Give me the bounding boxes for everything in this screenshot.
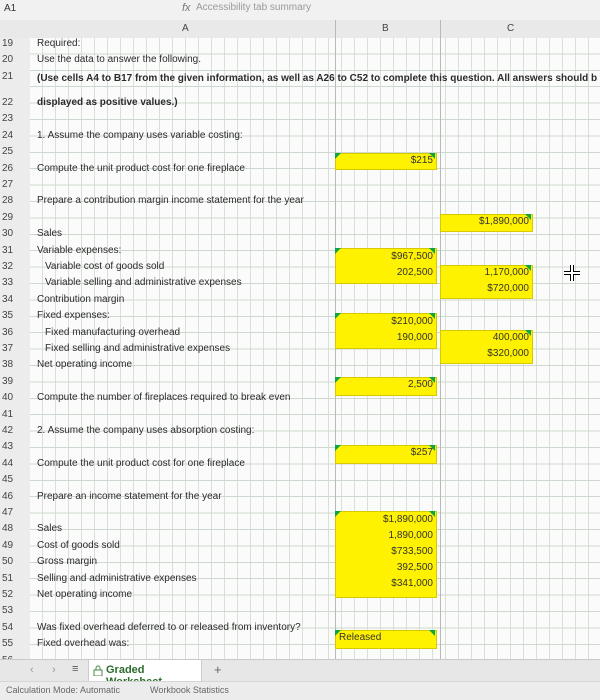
sales-total-value: $1,890,000 [478,216,529,227]
flag-icon [429,445,435,451]
workbook-statistics[interactable]: Workbook Statistics [150,685,229,695]
sales-label[interactable]: Sales [37,228,63,240]
row-number[interactable]: 28 [2,195,14,207]
row-number[interactable]: 45 [2,474,14,486]
row-number[interactable]: 33 [2,277,14,289]
sheet-list-icon[interactable]: ≡ [72,663,79,675]
row-number[interactable]: 21 [2,70,14,82]
unit-cost-absorption-value: $257 [410,447,433,458]
row-number[interactable]: 53 [2,605,14,617]
prepare-income-statement-label[interactable]: Prepare an income statement for the year [37,490,222,502]
variable-cogs-label[interactable]: Variable cost of goods sold [45,261,165,272]
row-number[interactable]: 23 [2,113,14,125]
lock-icon [93,665,103,676]
instructions-detail-2[interactable]: displayed as positive values.) [37,97,178,108]
flag-icon [335,511,341,517]
break-even-label[interactable]: Compute the number of fireplaces required to break even [37,392,291,404]
row-number[interactable]: 40 [2,392,14,404]
row-number[interactable]: 48 [2,523,14,535]
row-number[interactable]: 22 [2,97,14,108]
unit-cost-variable-input[interactable] [335,153,437,170]
sales-label-2[interactable]: Sales [37,523,63,535]
instructions-text[interactable]: Use the data to answer the following. [37,54,201,66]
net-operating-income-label[interactable]: Net operating income [37,359,133,371]
column-header-c[interactable]: C [507,23,515,34]
total-fixed-value: 400,000 [492,332,529,343]
contribution-margin-value: $720,000 [487,283,529,294]
flag-icon [525,265,531,271]
move-cursor-icon [562,263,582,283]
variable-cogs-value: $967,500 [391,251,433,262]
abs-sa-value: 392,500 [396,562,433,573]
deferred-question-label[interactable]: Was fixed overhead deferred to or released from inventory? [37,621,301,633]
row-number[interactable]: 26 [2,162,14,174]
formula-input[interactable]: Accessibility tab summary [196,2,312,13]
flag-icon [335,377,341,383]
variable-expenses-input[interactable] [335,248,437,284]
question-1-heading[interactable]: 1. Assume the company uses variable costing: [37,129,243,141]
fixed-sa-label[interactable]: Fixed selling and administrative expenses [45,343,231,354]
flag-icon [335,248,341,254]
row-number[interactable]: 44 [2,457,14,469]
contribution-margin-label[interactable]: Contribution margin [37,293,125,305]
flag-icon [429,248,435,254]
unit-cost-absorption-input[interactable] [335,445,437,464]
question-2-heading[interactable]: 2. Assume the company uses absorption costing: [37,425,255,436]
variable-sa-value: 202,500 [396,267,433,278]
abs-noi-value: $341,000 [391,578,433,589]
row-number[interactable]: 35 [2,310,14,322]
flag-icon [335,153,341,159]
row-number[interactable]: 29 [2,211,14,223]
column-headers [0,20,600,39]
row-number[interactable]: 20 [2,54,14,66]
abs-sales-value: $1,890,000 [382,514,433,525]
scroll-left-icon[interactable]: ‹ [30,664,34,676]
break-even-value: 2,500 [407,379,433,390]
row-number[interactable]: 52 [2,589,14,600]
row-number[interactable]: 31 [2,244,14,256]
status-bar [0,681,600,700]
flag-icon [335,313,341,319]
row-number[interactable]: 42 [2,425,14,436]
break-even-input[interactable] [335,377,437,396]
unit-cost-variable-label[interactable]: Compute the unit product cost for one fireplace [37,162,245,174]
tab-graded-worksheet[interactable] [88,660,202,682]
fixed-sa-value: 190,000 [396,332,433,343]
cogs-label[interactable]: Cost of goods sold [37,539,120,551]
row-number[interactable]: 39 [2,375,14,387]
row-number[interactable]: 37 [2,343,14,354]
fixed-overhead-was-label[interactable]: Fixed overhead was: [37,638,130,650]
unit-cost-variable-value: $215 [410,155,433,166]
flag-icon [335,445,341,451]
abs-gross-margin-value: $733,500 [391,546,433,557]
noi-value: $320,000 [487,348,529,359]
add-sheet-button[interactable]: + [214,662,222,677]
income-statement-input[interactable] [335,511,437,598]
fixed-mfg-value: $210,000 [391,316,433,327]
released-value: Released [339,632,382,643]
variable-expenses-label[interactable]: Variable expenses: [37,244,122,256]
row-number[interactable]: 38 [2,359,14,371]
net-operating-income-label-2[interactable]: Net operating income [37,589,133,600]
flag-icon [429,377,435,383]
row-number[interactable]: 50 [2,556,14,568]
sa-expenses-label[interactable]: Selling and administrative expenses [37,572,197,584]
instructions-detail[interactable]: (Use cells A4 to B17 from the given information, as well as A26 to C52 to complete this question. All answers should b [37,73,597,84]
row-number[interactable]: 27 [2,179,14,190]
released-input[interactable] [335,630,437,649]
required-label[interactable]: Required: [37,38,81,49]
variable-sa-label[interactable]: Variable selling and administrative expenses [45,277,242,289]
row-number[interactable]: 47 [2,507,14,518]
scroll-right-icon[interactable]: › [52,664,56,676]
flag-icon [429,630,435,636]
column-header-b[interactable]: B [382,23,389,34]
flag-icon [429,511,435,517]
total-variable-value: 1,170,000 [484,267,529,278]
flag-icon [429,153,435,159]
unit-cost-absorption-label[interactable]: Compute the unit product cost for one fireplace [37,457,245,469]
flag-icon [525,214,531,220]
row-number[interactable]: 54 [2,621,14,633]
name-box[interactable]: A1 [4,3,17,14]
row-number[interactable]: 19 [2,38,14,49]
row-number[interactable]: 43 [2,441,14,453]
fx-icon[interactable]: fx [182,2,191,14]
row-number[interactable]: 46 [2,490,14,502]
flag-icon [335,630,341,636]
row-number[interactable]: 51 [2,572,14,584]
row-number[interactable]: 41 [2,408,14,420]
row-number[interactable]: 36 [2,326,14,338]
tab-label: Graded [106,664,145,676]
prepare-cm-statement-label[interactable]: Prepare a contribution margin income statement for the year [37,195,304,207]
formula-bar [0,0,600,21]
fixed-totals-input[interactable] [440,330,533,364]
sales-total-input[interactable] [440,214,533,232]
row-number[interactable]: 34 [2,293,14,305]
fixed-manufacturing-label[interactable]: Fixed manufacturing overhead [45,326,181,338]
row-number[interactable]: 24 [2,129,14,141]
sheet-tab-bar [0,659,600,682]
column-header-a[interactable]: A [182,23,189,34]
variable-totals-input[interactable] [440,265,533,299]
gross-margin-label[interactable]: Gross margin [37,556,98,568]
abs-cogs-value: 1,890,000 [388,530,433,541]
fixed-expenses-input[interactable] [335,313,437,349]
flag-icon [525,330,531,336]
row-number[interactable]: 49 [2,539,14,551]
calculation-mode[interactable]: Calculation Mode: Automatic [6,685,121,695]
row-number[interactable]: 30 [2,228,14,240]
fixed-expenses-label[interactable]: Fixed expenses: [37,310,110,322]
row-number[interactable]: 32 [2,261,14,272]
flag-icon [429,313,435,319]
row-number[interactable]: 55 [2,638,14,650]
row-number[interactable]: 25 [2,146,14,158]
